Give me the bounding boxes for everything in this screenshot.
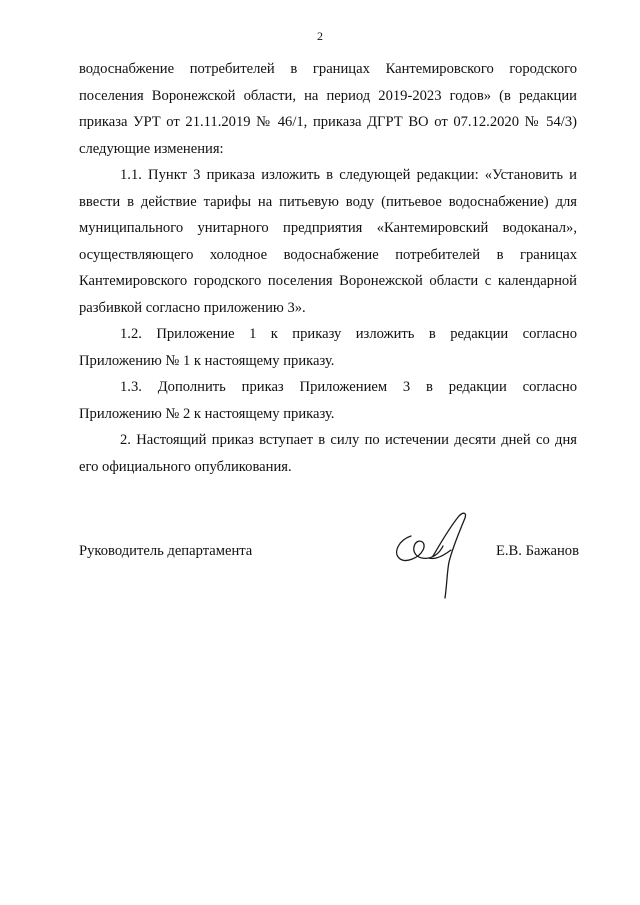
- paragraph-item-1-2: 1.2. Приложение 1 к приказу изложить в редакции согласно Приложению № 1 к настоящему приказу.: [79, 326, 577, 369]
- page-number: 2: [317, 29, 323, 43]
- signer-title: Руководитель департамента: [79, 543, 253, 559]
- handwritten-signature: [389, 506, 479, 606]
- signature-block: [79, 538, 579, 618]
- paragraph-item-2: 2. Настоящий приказ вступает в силу по истечении десяти дней со дня его официального опубликования.: [79, 432, 577, 475]
- document-body: [79, 56, 577, 480]
- paragraph-intro-continuation: водоснабжение потребителей в границах Кантемировского городского поселения Воронежской области, на период 2019-2023 годов» (в редакции приказа УРТ от 21.11.2019 № 46/1, приказа ДГРТ ВО от 07.12.2020 № 54/3) следующие изменения:: [79, 61, 577, 157]
- paragraph-item-1-3: 1.3. Дополнить приказ Приложением 3 в редакции согласно Приложению № 2 к настоящему приказу.: [79, 379, 577, 422]
- signer-name: Е.В. Бажанов: [495, 543, 579, 559]
- paragraph-item-1-1: 1.1. Пункт 3 приказа изложить в следующей редакции: «Установить и ввести в действие тарифы на питьевую воду (питьевое водоснабжение) для муниципального унитарного предприятия «Кантемировский водоканал», осуществляющего холодное водоснабжение потребителей в границах Кантемировского городского поселения Воронежской области с календарной разбивкой согласно приложению 3».: [79, 167, 577, 316]
